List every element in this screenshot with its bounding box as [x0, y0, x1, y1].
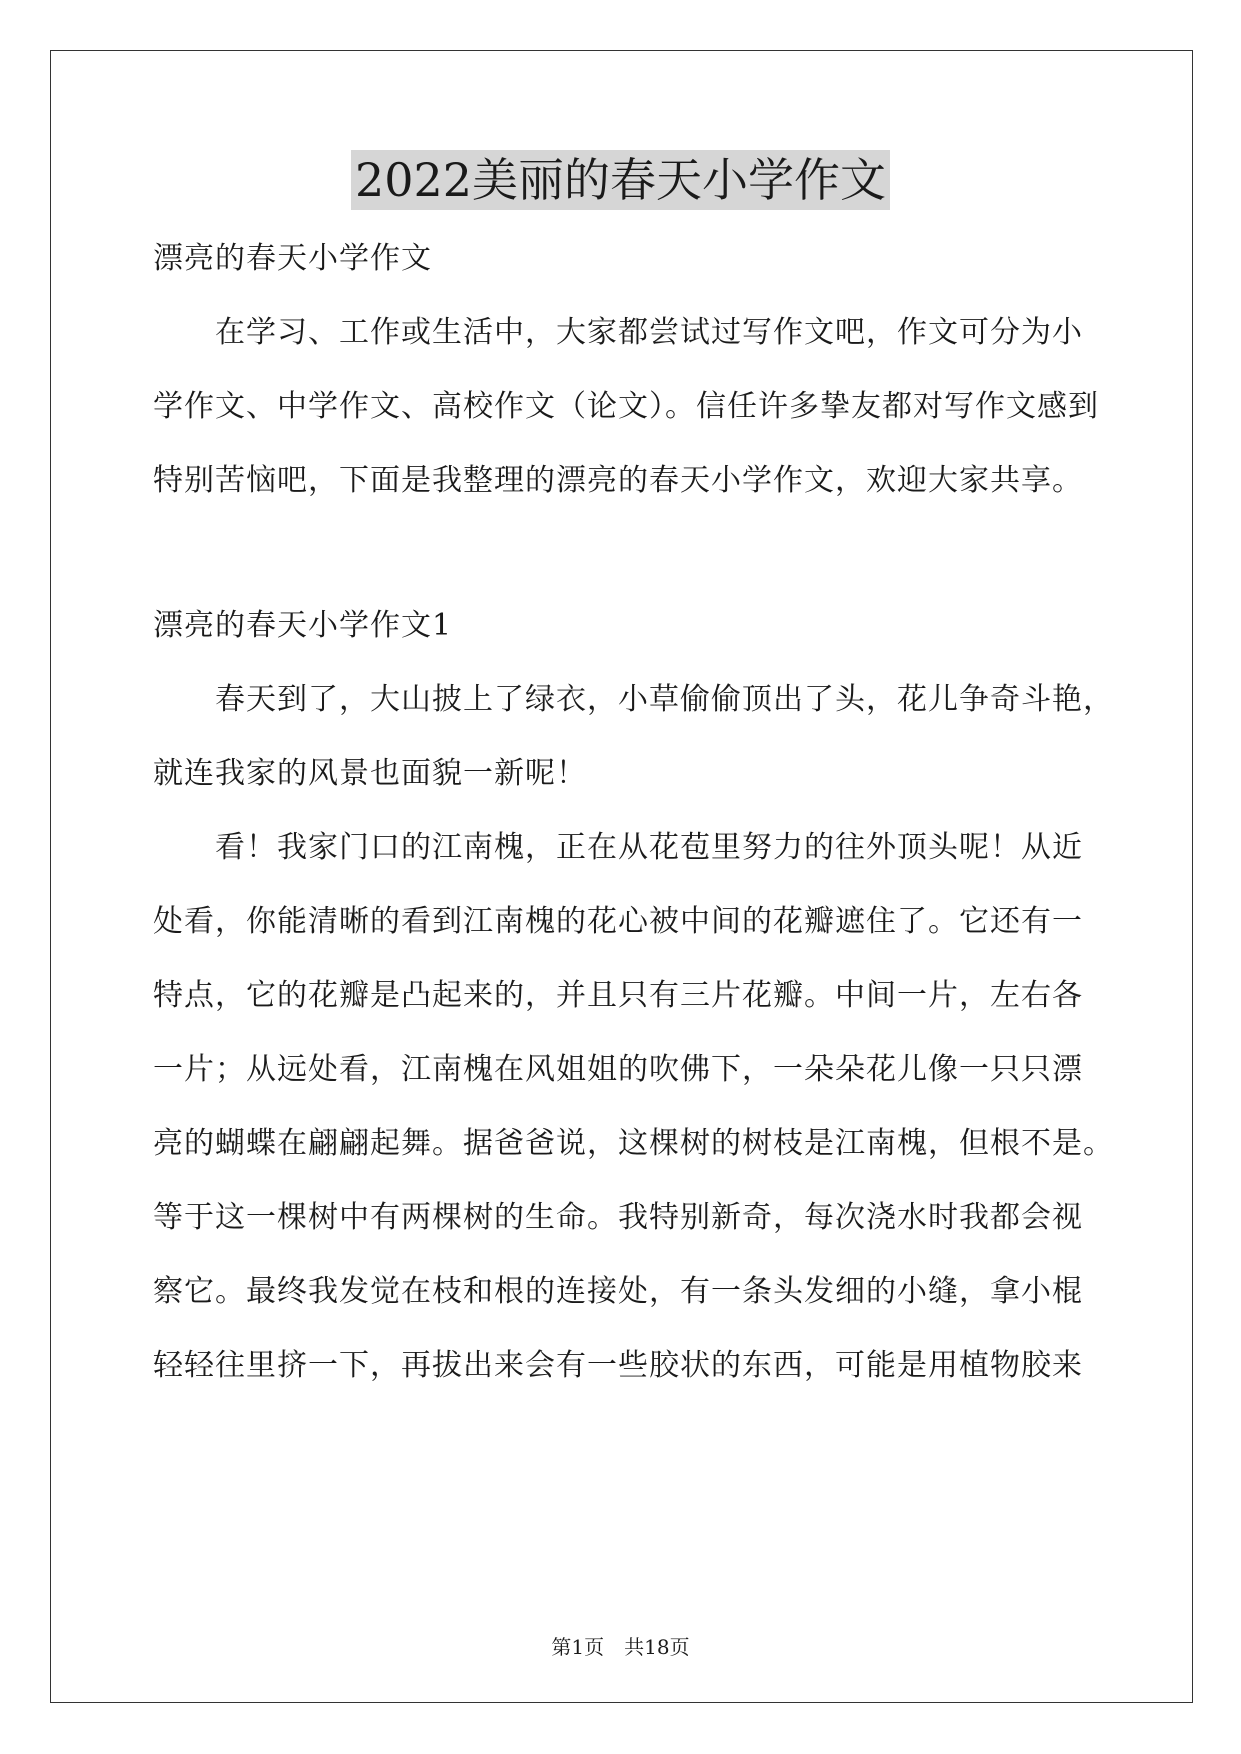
paragraph-line: 特别苦恼吧，下面是我整理的漂亮的春天小学作文，欢迎大家共享。	[153, 463, 1083, 498]
paragraph-line: 轻轻往里挤一下，再拔出来会有一些胶状的东西，可能是用植物胶来	[153, 1348, 1083, 1383]
section-heading: 漂亮的春天小学作文1	[153, 608, 453, 643]
paragraph-line: 处看，你能清晰的看到江南槐的花心被中间的花瓣遮住了。它还有一	[153, 904, 1083, 939]
title-container	[0, 150, 1241, 210]
paragraph-line: 亮的蝴蝶在翩翩起舞。据爸爸说，这棵树的树枝是江南槐，但根不是。	[153, 1126, 1114, 1161]
page-number-footer: 第1页 共18页	[551, 1635, 690, 1659]
paragraph-line: 一片；从远处看，江南槐在风姐姐的吹佛下，一朵朵花儿像一只只漂	[153, 1052, 1083, 1087]
paragraph-line: 春天到了，大山披上了绿衣，小草偷偷顶出了头，花儿争奇斗艳，	[153, 682, 1114, 717]
paragraph-line: 察它。最终我发觉在枝和根的连接处，有一条头发细的小缝，拿小棍	[153, 1274, 1083, 1309]
paragraph-line: 看！我家门口的江南槐，正在从花苞里努力的往外顶头呢！从近	[153, 830, 1083, 865]
paragraph-line: 就连我家的风景也面貌一新呢！	[153, 756, 587, 791]
paragraph-line: 在学习、工作或生活中，大家都尝试过写作文吧，作文可分为小	[153, 315, 1083, 350]
section-heading: 漂亮的春天小学作文	[153, 241, 432, 276]
paragraph-line: 学作文、中学作文、高校作文（论文）。信任许多挚友都对写作文感到	[153, 389, 1099, 424]
page-border	[50, 50, 1193, 1703]
document-title: 2022美丽的春天小学作文	[351, 150, 890, 210]
paragraph-line: 特点，它的花瓣是凸起来的，并且只有三片花瓣。中间一片，左右各	[153, 978, 1083, 1013]
paragraph-line: 等于这一棵树中有两棵树的生命。我特别新奇，每次浇水时我都会视	[153, 1200, 1083, 1235]
